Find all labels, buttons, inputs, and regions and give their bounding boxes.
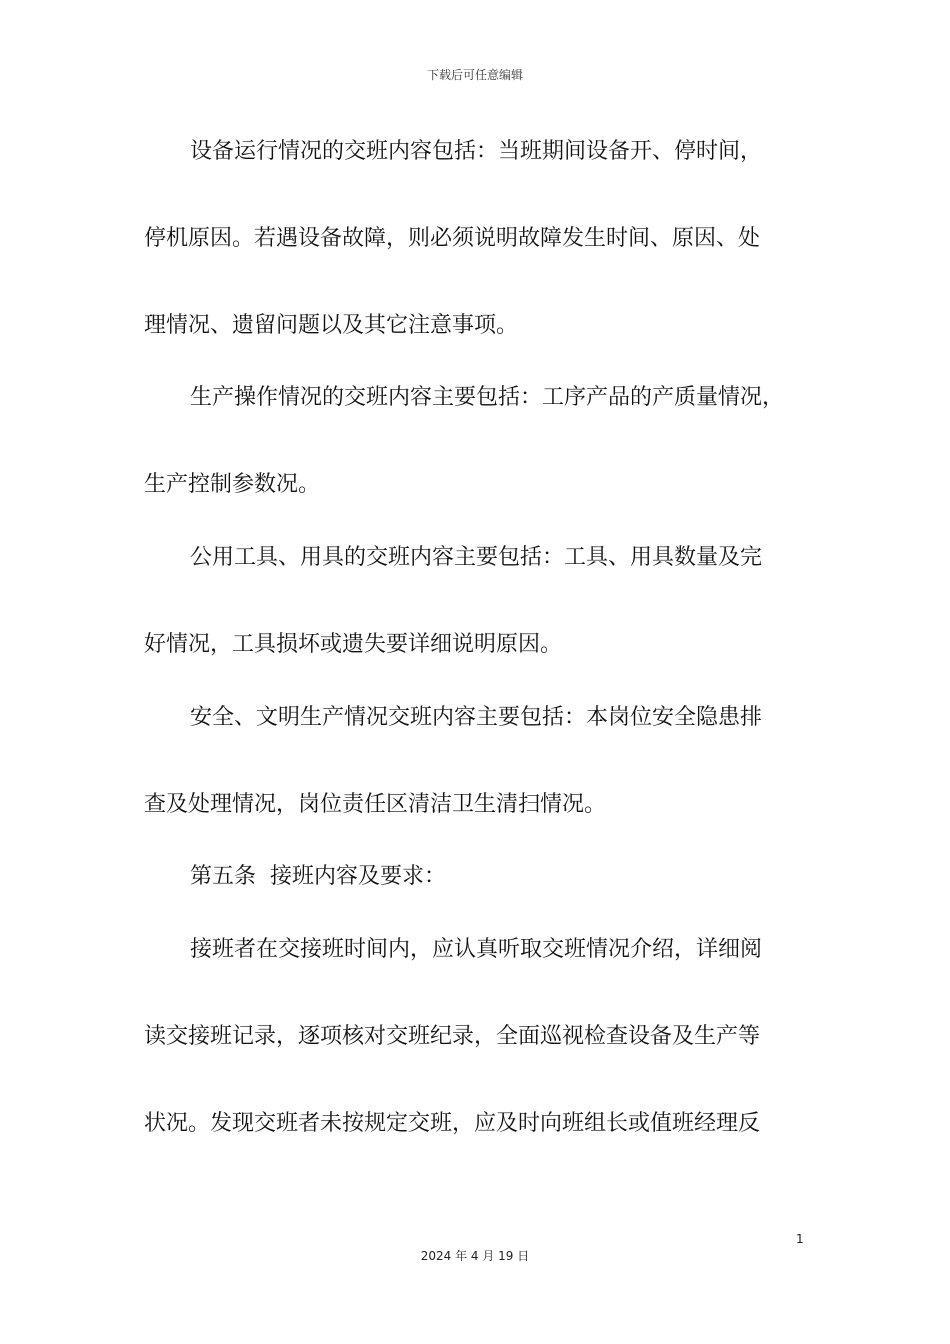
- paragraph-line: 生产操作情况的交班内容主要包括：工序产品的产质量情况，: [190, 385, 785, 410]
- paragraph-line: 状况。发现交班者未按规定交班，应及时向班组长或值班经理反: [144, 1111, 761, 1136]
- paragraph-line: 理情况、遗留问题以及其它注意事项。: [144, 313, 519, 338]
- section-heading: 第五条 接班内容及要求：: [190, 864, 446, 889]
- paragraph-line: 好情况，工具损坏或遗失要详细说明原因。: [144, 632, 563, 657]
- paragraph-line: 接班者在交接班时间内，应认真听取交班情况介绍，详细阅: [190, 937, 763, 962]
- paragraph-line: 安全、文明生产情况交班内容主要包括：本岗位安全隐患排: [190, 705, 763, 730]
- paragraph-line: 公用工具、用具的交班内容主要包括：工具、用具数量及完: [190, 545, 763, 570]
- paragraph-line: 停机原因。若遇设备故障，则必须说明故障发生时间、原因、处: [144, 226, 761, 251]
- page-header: 下载后可任意编辑: [426, 68, 523, 82]
- footer-date: 2024 年 4 月 19 日: [420, 1249, 530, 1263]
- paragraph-line: 生产控制参数况。: [144, 472, 321, 497]
- page-number: 1: [796, 1232, 804, 1246]
- paragraph-line: 设备运行情况的交班内容包括：当班期间设备开、停时间，: [190, 139, 763, 164]
- paragraph-line: 查及处理情况，岗位责任区清洁卫生清扫情况。: [144, 792, 607, 817]
- paragraph-line: 读交接班记录，逐项核对交班纪录，全面巡视检查设备及生产等: [144, 1024, 761, 1049]
